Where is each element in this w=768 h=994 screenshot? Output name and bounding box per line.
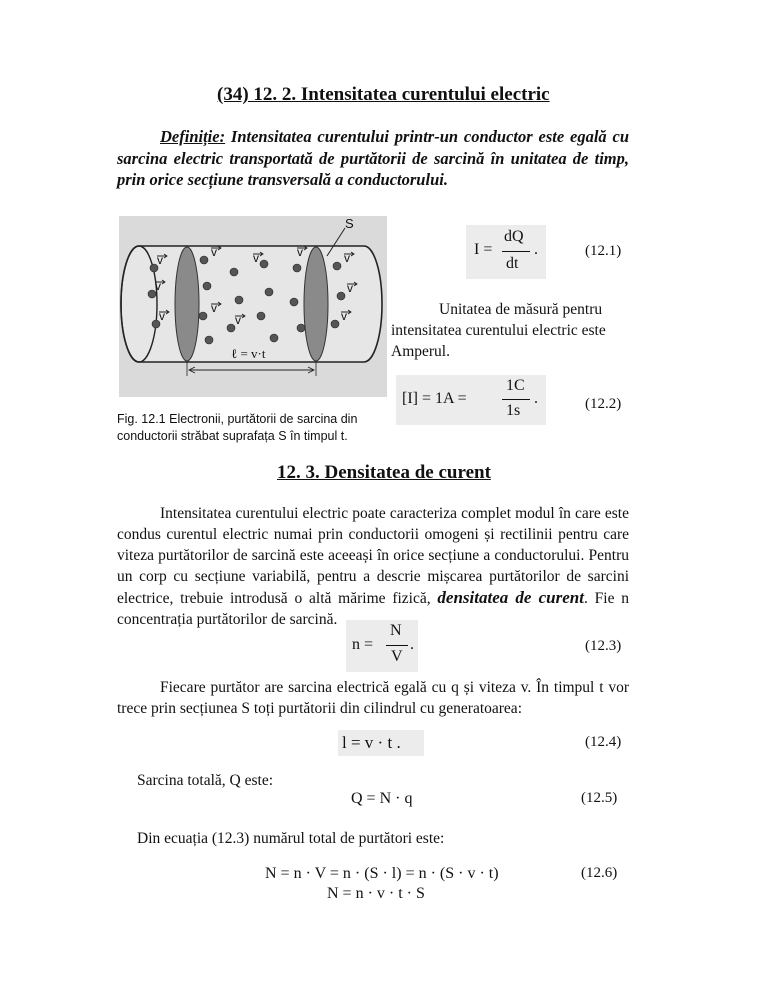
velocity-label: v <box>344 251 350 265</box>
velocity-label: v <box>235 313 241 327</box>
eq-tail: . <box>410 636 414 653</box>
eq-numerator: 1C <box>506 377 525 394</box>
equation-12-6-line1: N = n · V = n · (S · l) = n · (S · v · t) <box>265 865 499 882</box>
equation-number-12-4: (12.4) <box>585 734 622 750</box>
paragraph-text: . Fie n concentrația purtătorilor de sarcină. <box>117 590 629 628</box>
eq-tail: . <box>534 241 538 258</box>
figure-conductor <box>119 216 387 397</box>
total-charge-label: Sarcina totală, Q este: <box>137 772 274 789</box>
fraction-bar <box>502 251 530 252</box>
definition-paragraph <box>117 126 629 191</box>
eq-lhs: [I] = 1A = <box>402 390 467 407</box>
velocity-label: v <box>159 309 165 323</box>
velocity-label: v <box>157 253 163 267</box>
eq-denominator: V <box>391 648 403 665</box>
equation-12-4: l = v · t . <box>338 730 424 756</box>
equation-12-3 <box>346 620 418 672</box>
highlighted-term: densitatea de curent <box>437 588 584 607</box>
velocity-label: v <box>297 245 303 259</box>
eq-lhs: n = <box>352 636 374 653</box>
velocity-label: v <box>253 251 259 265</box>
label-S: S <box>345 216 354 231</box>
equation-12-6-line2: N = n · v · t · S <box>327 885 425 902</box>
equation-number-12-5: (12.5) <box>581 790 618 806</box>
equation-12-2 <box>396 375 546 425</box>
carriers-count-label: Din ecuația (12.3) numărul total de purtători este: <box>137 830 445 847</box>
definition-label: Definiție: <box>160 127 226 146</box>
fraction-bar <box>502 399 530 400</box>
section-title-current-density: 12. 3. Densitatea de curent <box>277 462 491 483</box>
cross-section-S <box>304 247 328 361</box>
eq-denominator: 1s <box>506 402 521 419</box>
equation-12-5: Q = N · q <box>351 790 413 807</box>
velocity-label: v <box>341 309 347 323</box>
velocity-label: v <box>155 279 161 293</box>
velocity-label: v <box>347 281 353 295</box>
definition-text: Intensitatea curentului printr-un conductor este egală cu sarcina electric transportată de purtătorii de sarcină în unitatea de timp, prin orice secțiune transversală a conductorului. <box>117 127 629 189</box>
eq-lhs: I = <box>474 241 493 258</box>
section-title-intensity: (34) 12. 2. Intensitatea curentului electric <box>217 84 550 105</box>
equation-number-12-2: (12.2) <box>585 396 622 412</box>
eq-numerator: N <box>390 622 402 639</box>
velocity-label: v <box>211 245 217 259</box>
eq-tail: . <box>534 390 538 407</box>
conductor-diagram <box>119 216 387 397</box>
unit-paragraph: Unitatea de măsură pentru intensitatea curentului electric este Amperul. <box>391 301 606 360</box>
equation-12-1 <box>466 225 546 279</box>
paragraph-text: Intensitatea curentului electric poate caracteriza complet modul în care este condus curentul electric numai prin conductorii omogeni și rectilinii pentru care viteza purtătorilor de sarcină este aceeași în orice secțiune a conductorului. Pentru un corp cu secțiune variabilă, pentru a descrie mișcarea purtătorilor de sarcini electrice, trebuie introdusă o altă mărime fizică, <box>117 505 629 607</box>
carrier-paragraph: Fiecare purtător are sarcina electrică egală cu q și viteza v. În timpul t vor trece prin secțiunea S toți purtătorii din cilindrul cu generatoarea: <box>117 679 629 717</box>
density-paragraph <box>117 503 629 630</box>
equation-number-12-6: (12.6) <box>581 865 618 881</box>
equation-number-12-3: (12.3) <box>585 638 622 654</box>
velocity-label: v <box>211 301 217 315</box>
eq-numerator: dQ <box>504 228 524 245</box>
fraction-bar <box>386 645 408 646</box>
length-label: ℓ = v·t <box>231 346 266 361</box>
eq-denominator: dt <box>506 255 519 272</box>
figure-caption: Fig. 12.1 Electronii, purtătorii de sarcina din conductorii străbat suprafața S în timpul t. <box>117 412 358 443</box>
cross-section-left <box>175 247 199 361</box>
equation-number-12-1: (12.1) <box>585 243 622 259</box>
